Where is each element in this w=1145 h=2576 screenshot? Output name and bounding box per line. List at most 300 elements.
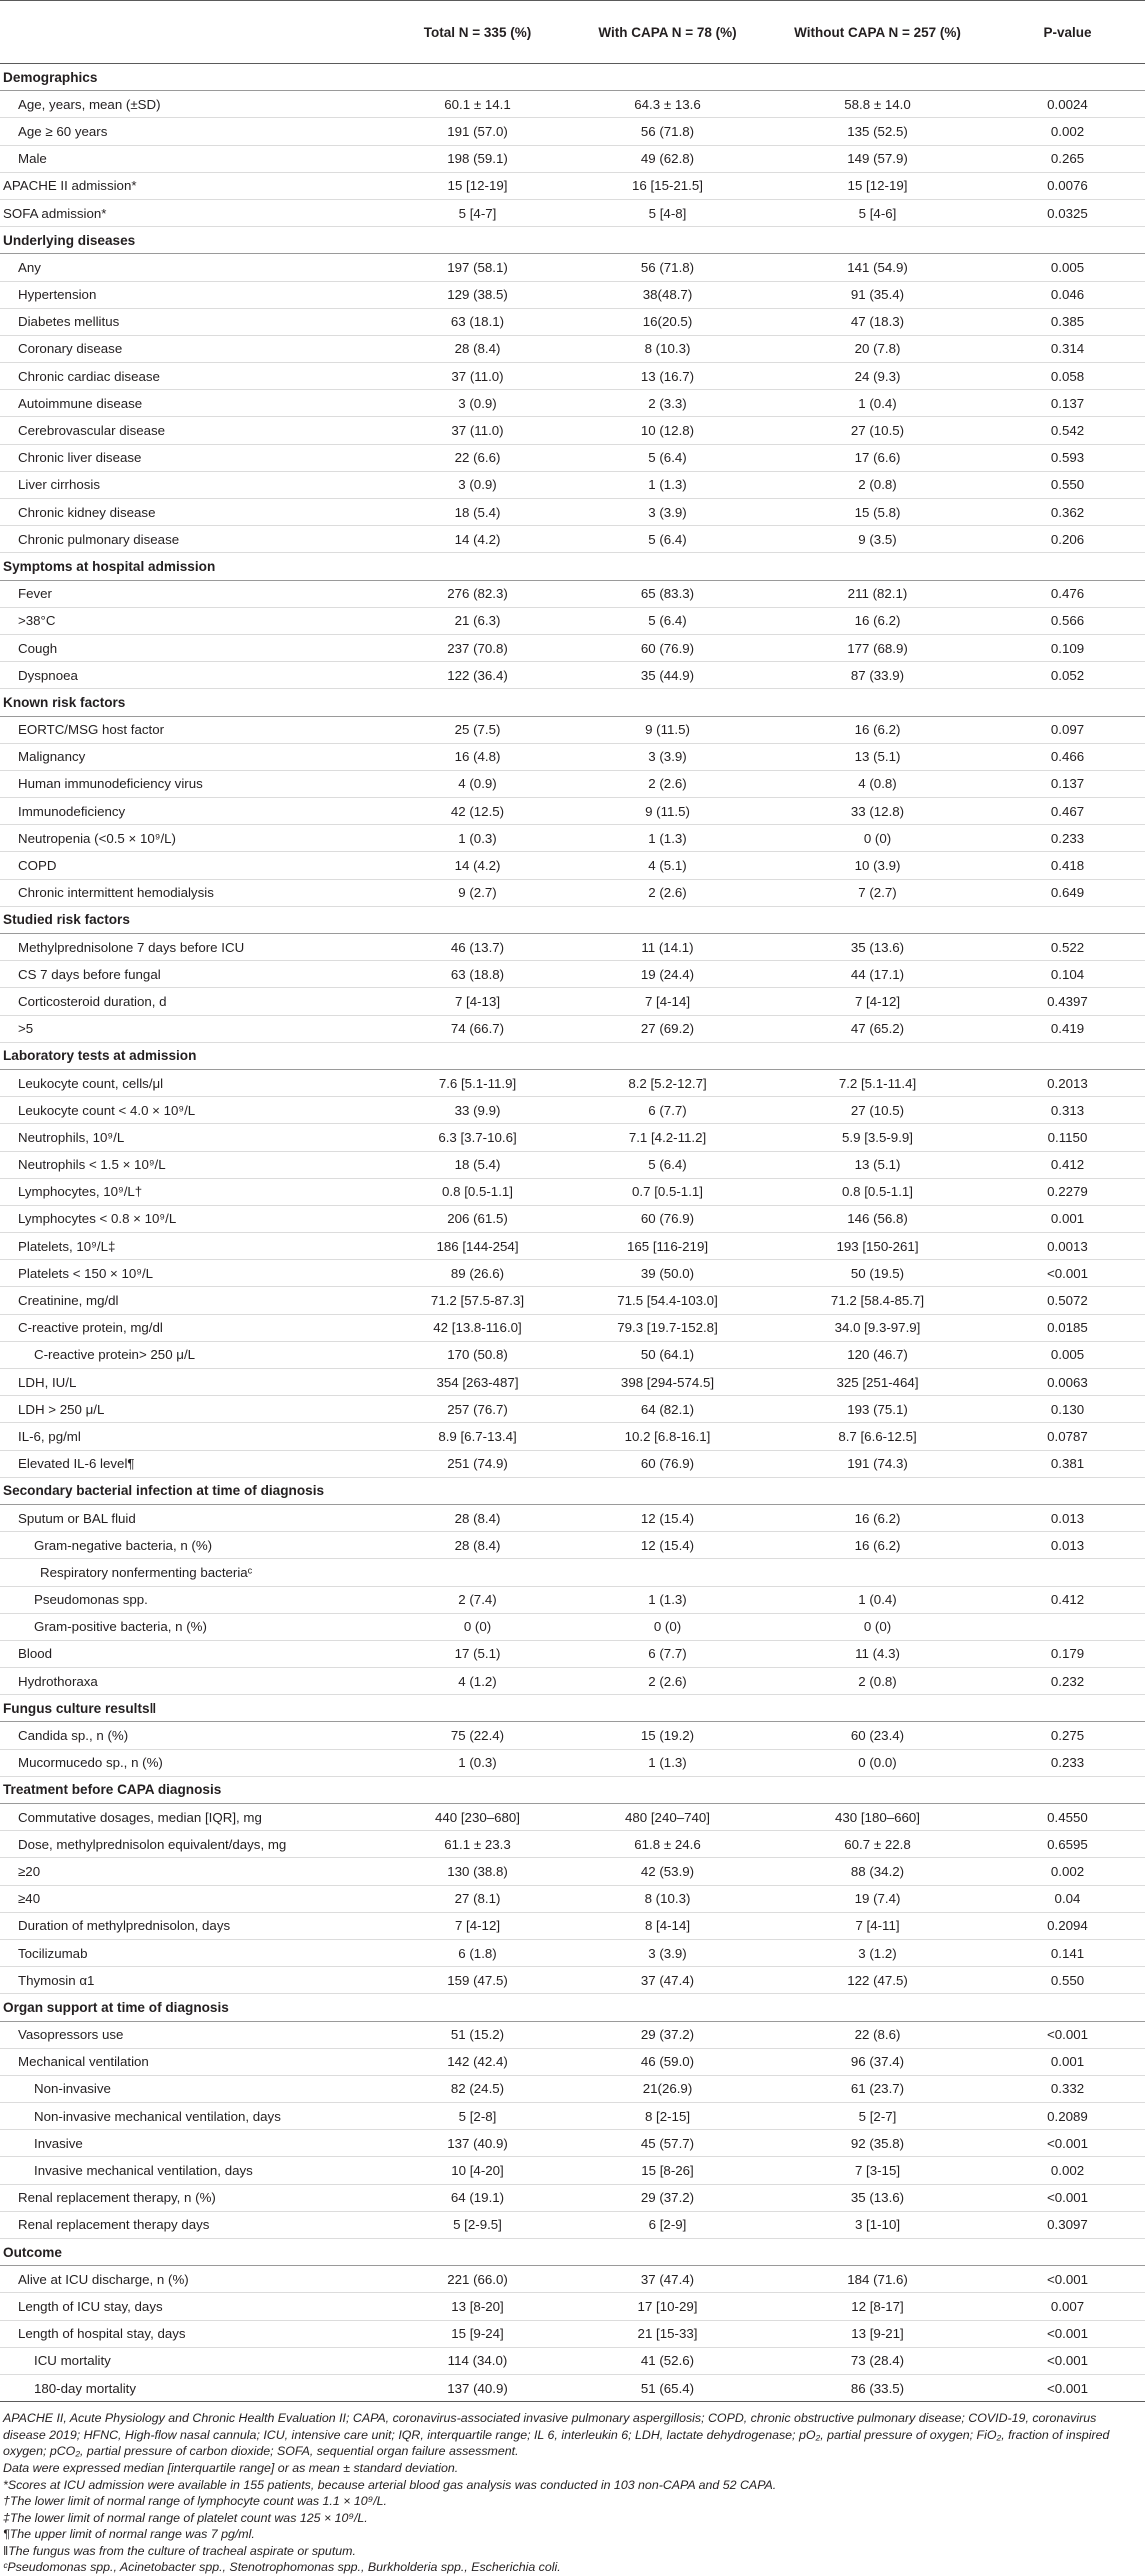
row-label: Fever [0, 580, 385, 607]
row-label: Platelets < 150 × 10⁹/L [0, 1260, 385, 1287]
cell-p-value: 0.141 [990, 1939, 1145, 1966]
row-label: Gram-positive bacteria, n (%) [0, 1613, 385, 1640]
cell-p-value: 0.0787 [990, 1423, 1145, 1450]
cell-total: 0.8 [0.5-1.1] [385, 1178, 570, 1205]
footnote: *Scores at ICU admission were available in 155 patients, because arterial blood gas analysis was conducted in 103 non-CAPA and 52 CAPA. [3, 2477, 777, 2492]
cell-p-value: 0.467 [990, 798, 1145, 825]
row-label: SOFA admission* [0, 199, 385, 226]
section-header-row [0, 2239, 1145, 2266]
cell-total: 46 (13.7) [385, 934, 570, 961]
table-row [0, 852, 1145, 879]
row-label: ≥40 [0, 1885, 385, 1912]
cell-with-capa: 8 (10.3) [570, 335, 765, 362]
cell-p-value: 0.001 [990, 2048, 1145, 2075]
section-header-row [0, 1994, 1145, 2021]
cell-with-capa: 79.3 [19.7-152.8] [570, 1314, 765, 1341]
cell-total: 3 (0.9) [385, 471, 570, 498]
table-row [0, 1722, 1145, 1749]
cell-p-value: 0.418 [990, 852, 1145, 879]
cell-p-value: 0.233 [990, 1749, 1145, 1776]
cell-without-capa: 12 [8-17] [765, 2293, 990, 2320]
cell-p-value: 0.137 [990, 390, 1145, 417]
table-row [0, 1341, 1145, 1368]
table-row [0, 2374, 1145, 2401]
cell-with-capa: 5 (6.4) [570, 1151, 765, 1178]
cell-p-value: 0.233 [990, 825, 1145, 852]
cell-total: 8.9 [6.7-13.4] [385, 1423, 570, 1450]
cell-p-value: 0.275 [990, 1722, 1145, 1749]
cell-with-capa: 17 [10-29] [570, 2293, 765, 2320]
section-header-row [0, 64, 1145, 91]
cell-p-value: 0.130 [990, 1396, 1145, 1423]
cell-with-capa: 6 (7.7) [570, 1640, 765, 1667]
cell-total: 237 (70.8) [385, 634, 570, 661]
cell-without-capa: 193 [150-261] [765, 1233, 990, 1260]
cell-total: 14 (4.2) [385, 852, 570, 879]
cell-with-capa: 10.2 [6.8-16.1] [570, 1423, 765, 1450]
table-row [0, 526, 1145, 553]
cell-with-capa: 51 (65.4) [570, 2374, 765, 2401]
cell-total: 27 (8.1) [385, 1885, 570, 1912]
table-row [0, 499, 1145, 526]
cell-with-capa: 42 (53.9) [570, 1858, 765, 1885]
cell-without-capa: 7.2 [5.1-11.4] [765, 1069, 990, 1096]
cell-with-capa: 16 [15-21.5] [570, 172, 765, 199]
section-header-row [0, 1042, 1145, 1069]
cell-total: 25 (7.5) [385, 716, 570, 743]
table-row [0, 934, 1145, 961]
section-title: Organ support at time of diagnosis [0, 1994, 1145, 2021]
table-row [0, 254, 1145, 281]
cell-p-value: 0.332 [990, 2075, 1145, 2102]
cell-without-capa: 61 (23.7) [765, 2075, 990, 2102]
row-label: Respiratory nonfermenting bacteriaᶜ [0, 1559, 385, 1586]
row-label: Chronic kidney disease [0, 499, 385, 526]
table-row [0, 1205, 1145, 1232]
cell-with-capa: 7.1 [4.2-11.2] [570, 1124, 765, 1151]
cell-total: 257 (76.7) [385, 1396, 570, 1423]
row-label: Invasive [0, 2130, 385, 2157]
row-label: LDH, IU/L [0, 1369, 385, 1396]
cell-total: 22 (6.6) [385, 444, 570, 471]
cell-total: 61.1 ± 23.3 [385, 1831, 570, 1858]
section-title: Symptoms at hospital admission [0, 553, 1145, 580]
cell-without-capa: 60 (23.4) [765, 1722, 990, 1749]
cell-with-capa: 8.2 [5.2-12.7] [570, 1069, 765, 1096]
table-row [0, 1504, 1145, 1531]
table-row [0, 2075, 1145, 2102]
row-label: Length of ICU stay, days [0, 2293, 385, 2320]
cell-total: 4 (1.2) [385, 1668, 570, 1695]
cell-without-capa: 5 [4-6] [765, 199, 990, 226]
row-label: Non-invasive [0, 2075, 385, 2102]
cell-total: 197 (58.1) [385, 254, 570, 281]
cell-with-capa: 3 (3.9) [570, 1939, 765, 1966]
table-row [0, 145, 1145, 172]
cell-with-capa: 0 (0) [570, 1613, 765, 1640]
cell-total: 114 (34.0) [385, 2347, 570, 2374]
cell-with-capa: 5 (6.4) [570, 607, 765, 634]
table-row [0, 172, 1145, 199]
cell-without-capa: 5.9 [3.5-9.9] [765, 1124, 990, 1151]
cell-without-capa: 184 (71.6) [765, 2266, 990, 2293]
cell-without-capa: 211 (82.1) [765, 580, 990, 607]
cell-with-capa: 3 (3.9) [570, 499, 765, 526]
cell-with-capa: 9 (11.5) [570, 798, 765, 825]
row-label: Malignancy [0, 743, 385, 770]
cell-total: 206 (61.5) [385, 1205, 570, 1232]
table-row [0, 1233, 1145, 1260]
cell-total: 33 (9.9) [385, 1097, 570, 1124]
cell-without-capa: 0.8 [0.5-1.1] [765, 1178, 990, 1205]
cell-without-capa [765, 1559, 990, 1586]
table-row [0, 1668, 1145, 1695]
cell-with-capa: 12 (15.4) [570, 1504, 765, 1531]
row-label: Chronic intermittent hemodialysis [0, 879, 385, 906]
cell-without-capa: 191 (74.3) [765, 1450, 990, 1477]
cell-without-capa: 58.8 ± 14.0 [765, 91, 990, 118]
cell-total: 440 [230–680] [385, 1804, 570, 1831]
cell-total: 122 (36.4) [385, 662, 570, 689]
cell-with-capa: 27 (69.2) [570, 1015, 765, 1042]
section-title: Studied risk factors [0, 906, 1145, 933]
row-label: Non-invasive mechanical ventilation, days [0, 2103, 385, 2130]
table-row [0, 1260, 1145, 1287]
cell-with-capa: 64 (82.1) [570, 1396, 765, 1423]
cell-total: 4 (0.9) [385, 770, 570, 797]
cell-without-capa: 10 (3.9) [765, 852, 990, 879]
cell-p-value: 0.412 [990, 1151, 1145, 1178]
table-row [0, 335, 1145, 362]
table-row [0, 390, 1145, 417]
cell-without-capa: 1 (0.4) [765, 390, 990, 417]
row-label: Alive at ICU discharge, n (%) [0, 2266, 385, 2293]
section-header-row [0, 906, 1145, 933]
cell-total: 130 (38.8) [385, 1858, 570, 1885]
cell-without-capa: 16 (6.2) [765, 1504, 990, 1531]
cell-with-capa: 2 (2.6) [570, 770, 765, 797]
row-label: Any [0, 254, 385, 281]
cell-with-capa: 60 (76.9) [570, 1205, 765, 1232]
table-row [0, 1314, 1145, 1341]
cell-total: 276 (82.3) [385, 580, 570, 607]
table-row [0, 825, 1145, 852]
table-row [0, 2293, 1145, 2320]
cell-p-value: 0.005 [990, 254, 1145, 281]
table-row [0, 1396, 1145, 1423]
section-header-row [0, 689, 1145, 716]
row-label: Coronary disease [0, 335, 385, 362]
cell-without-capa: 2 (0.8) [765, 471, 990, 498]
cell-without-capa: 13 (5.1) [765, 1151, 990, 1178]
row-label: >5 [0, 1015, 385, 1042]
row-label: Creatinine, mg/dl [0, 1287, 385, 1314]
row-label: Duration of methylprednisolon, days [0, 1912, 385, 1939]
cell-p-value: 0.2094 [990, 1912, 1145, 1939]
cell-without-capa: 24 (9.3) [765, 363, 990, 390]
table-row [0, 2103, 1145, 2130]
cell-total: 75 (22.4) [385, 1722, 570, 1749]
cell-without-capa: 13 [9-21] [765, 2320, 990, 2347]
cell-without-capa: 15 (5.8) [765, 499, 990, 526]
cell-total: 7 [4-12] [385, 1912, 570, 1939]
cell-p-value: 0.385 [990, 308, 1145, 335]
cell-with-capa: 2 (2.6) [570, 1668, 765, 1695]
table-row [0, 363, 1145, 390]
cell-with-capa: 60 (76.9) [570, 1450, 765, 1477]
cell-p-value: 0.0063 [990, 1369, 1145, 1396]
table-row [0, 1151, 1145, 1178]
cell-total: 28 (8.4) [385, 1504, 570, 1531]
table-row [0, 1124, 1145, 1151]
table-row [0, 2211, 1145, 2238]
table-row [0, 1912, 1145, 1939]
table-row [0, 118, 1145, 145]
cell-total: 63 (18.1) [385, 308, 570, 335]
section-title: Laboratory tests at admission [0, 1042, 1145, 1069]
cell-without-capa: 60.7 ± 22.8 [765, 1831, 990, 1858]
cell-without-capa: 9 (3.5) [765, 526, 990, 553]
cell-without-capa: 1 (0.4) [765, 1586, 990, 1613]
table-row [0, 1613, 1145, 1640]
cell-total: 10 [4-20] [385, 2157, 570, 2184]
cell-with-capa: 1 (1.3) [570, 1586, 765, 1613]
cell-p-value: 0.232 [990, 1668, 1145, 1695]
row-label: Cerebrovascular disease [0, 417, 385, 444]
table-row [0, 988, 1145, 1015]
cell-p-value: 0.109 [990, 634, 1145, 661]
table-row [0, 634, 1145, 661]
cell-total: 16 (4.8) [385, 743, 570, 770]
cell-p-value: 0.5072 [990, 1287, 1145, 1314]
footnote: ᶜPseudomonas spp., Acinetobacter spp., Stenotrophomonas spp., Burkholderia spp., Escherichia coli. [3, 2560, 561, 2575]
cell-total: 9 (2.7) [385, 879, 570, 906]
cell-total: 5 [2-8] [385, 2103, 570, 2130]
cell-p-value: 0.381 [990, 1450, 1145, 1477]
table-row [0, 1015, 1145, 1042]
table-row [0, 798, 1145, 825]
cell-with-capa: 398 [294-574.5] [570, 1369, 765, 1396]
row-label: Mechanical ventilation [0, 2048, 385, 2075]
cell-without-capa: 19 (7.4) [765, 1885, 990, 1912]
cell-p-value: 0.002 [990, 118, 1145, 145]
table-row [0, 1532, 1145, 1559]
table-row [0, 2184, 1145, 2211]
row-label: Immunodeficiency [0, 798, 385, 825]
cell-without-capa: 3 (1.2) [765, 1939, 990, 1966]
cell-without-capa: 35 (13.6) [765, 2184, 990, 2211]
row-label: Human immunodeficiency virus [0, 770, 385, 797]
section-header-row [0, 1695, 1145, 1722]
cell-p-value: 0.2089 [990, 2103, 1145, 2130]
row-label: Tocilizumab [0, 1939, 385, 1966]
cell-total: 42 [13.8-116.0] [385, 1314, 570, 1341]
cell-total: 6 (1.8) [385, 1939, 570, 1966]
cell-without-capa: 177 (68.9) [765, 634, 990, 661]
cell-without-capa: 120 (46.7) [765, 1341, 990, 1368]
row-label: Lymphocytes < 0.8 × 10⁹/L [0, 1205, 385, 1232]
cell-p-value: <0.001 [990, 2266, 1145, 2293]
cell-with-capa: 3 (3.9) [570, 743, 765, 770]
cell-p-value: <0.001 [990, 2320, 1145, 2347]
cell-total: 0 (0) [385, 1613, 570, 1640]
row-label: LDH > 250 μ/L [0, 1396, 385, 1423]
table-row [0, 1885, 1145, 1912]
footnote: ¶The upper limit of normal range was 7 pg/ml. [3, 2527, 255, 2542]
table-row [0, 1939, 1145, 1966]
cell-with-capa: 5 (6.4) [570, 526, 765, 553]
cell-without-capa: 4 (0.8) [765, 770, 990, 797]
section-title: Secondary bacterial infection at time of diagnosis [0, 1477, 1145, 1504]
row-label: ≥20 [0, 1858, 385, 1885]
cell-p-value: 0.4550 [990, 1804, 1145, 1831]
header-p-value: P-value [990, 1, 1145, 64]
table-row [0, 1586, 1145, 1613]
table-row [0, 1287, 1145, 1314]
cell-with-capa: 61.8 ± 24.6 [570, 1831, 765, 1858]
cell-total: 64 (19.1) [385, 2184, 570, 2211]
cell-without-capa: 50 (19.5) [765, 1260, 990, 1287]
cell-total: 186 [144-254] [385, 1233, 570, 1260]
table-row [0, 2048, 1145, 2075]
cell-with-capa: 56 (71.8) [570, 254, 765, 281]
cell-p-value: 0.4397 [990, 988, 1145, 1015]
table-row [0, 770, 1145, 797]
cell-p-value: 0.476 [990, 580, 1145, 607]
cell-p-value: 0.466 [990, 743, 1145, 770]
cell-p-value: 0.522 [990, 934, 1145, 961]
row-label: Platelets, 10⁹/L‡ [0, 1233, 385, 1260]
cell-p-value: 0.058 [990, 363, 1145, 390]
cell-with-capa: 5 [4-8] [570, 199, 765, 226]
cell-with-capa: 37 (47.4) [570, 1967, 765, 1994]
cell-without-capa: 7 [3-15] [765, 2157, 990, 2184]
footnote: APACHE II, Acute Physiology and Chronic Health Evaluation II; CAPA, coronavirus-associated invasive pulmonary aspergillosis; COPD, chronic obstructive pulmonary disease; COVID-19, coronavirus disease 2019; HFNC, High-flow nasal cannula; ICU, intensive care unit; IQR, interquartile range; IL 6, interleukin 6; LDH, lactate dehydrogenase; pO₂, partial pressure of oxygen; FiO₂, fraction of inspired oxygen; pCO₂, partial pressure of carbon dioxide; SOFA, sequential organ failure assessment. [3, 2411, 1110, 2459]
row-label: Corticosteroid duration, d [0, 988, 385, 1015]
cell-with-capa: 1 (1.3) [570, 825, 765, 852]
table-row [0, 2021, 1145, 2048]
cell-total: 1 (0.3) [385, 1749, 570, 1776]
row-label: Age ≥ 60 years [0, 118, 385, 145]
table-footnotes [0, 2402, 1145, 2576]
cell-total: 71.2 [57.5-87.3] [385, 1287, 570, 1314]
cell-total: 191 (57.0) [385, 118, 570, 145]
cell-p-value: 0.566 [990, 607, 1145, 634]
cell-without-capa: 47 (18.3) [765, 308, 990, 335]
section-header-row [0, 1776, 1145, 1803]
table-row [0, 1559, 1145, 1586]
cell-with-capa: 4 (5.1) [570, 852, 765, 879]
cell-p-value: 0.1150 [990, 1124, 1145, 1151]
cell-with-capa: 29 (37.2) [570, 2184, 765, 2211]
cell-p-value: 0.206 [990, 526, 1145, 553]
cell-without-capa: 96 (37.4) [765, 2048, 990, 2075]
cell-total: 354 [263-487] [385, 1369, 570, 1396]
table-row [0, 199, 1145, 226]
row-label: Candida sp., n (%) [0, 1722, 385, 1749]
cell-without-capa: 35 (13.6) [765, 934, 990, 961]
row-label: Autoimmune disease [0, 390, 385, 417]
cell-without-capa: 141 (54.9) [765, 254, 990, 281]
cell-with-capa: 39 (50.0) [570, 1260, 765, 1287]
cell-with-capa: 1 (1.3) [570, 471, 765, 498]
cell-without-capa: 44 (17.1) [765, 961, 990, 988]
row-label: Gram-negative bacteria, n (%) [0, 1532, 385, 1559]
row-label: CS 7 days before fungal [0, 961, 385, 988]
section-title: Known risk factors [0, 689, 1145, 716]
cell-total: 18 (5.4) [385, 1151, 570, 1178]
row-label: Lymphocytes, 10⁹/L† [0, 1178, 385, 1205]
cell-p-value: 0.013 [990, 1532, 1145, 1559]
cell-with-capa: 2 (2.6) [570, 879, 765, 906]
header-with-capa: With CAPA N = 78 (%) [570, 1, 765, 64]
section-header-row [0, 553, 1145, 580]
cell-p-value: <0.001 [990, 1260, 1145, 1287]
cell-with-capa: 11 (14.1) [570, 934, 765, 961]
cell-p-value: 0.0325 [990, 199, 1145, 226]
cell-without-capa: 7 [4-12] [765, 988, 990, 1015]
cell-without-capa: 7 (2.7) [765, 879, 990, 906]
cell-with-capa: 9 (11.5) [570, 716, 765, 743]
header-total: Total N = 335 (%) [385, 1, 570, 64]
cell-p-value: 0.550 [990, 1967, 1145, 1994]
row-label: Chronic liver disease [0, 444, 385, 471]
cell-with-capa: 46 (59.0) [570, 2048, 765, 2075]
header-without-capa: Without CAPA N = 257 (%) [765, 1, 990, 64]
table-row [0, 1069, 1145, 1096]
row-label: Diabetes mellitus [0, 308, 385, 335]
table-row [0, 308, 1145, 335]
row-label: IL-6, pg/ml [0, 1423, 385, 1450]
row-label: Pseudomonas spp. [0, 1586, 385, 1613]
cell-total: 74 (66.7) [385, 1015, 570, 1042]
cell-p-value: 0.013 [990, 1504, 1145, 1531]
cell-p-value: 0.002 [990, 2157, 1145, 2184]
cell-without-capa: 5 [2-7] [765, 2103, 990, 2130]
table-row [0, 716, 1145, 743]
table-row [0, 2320, 1145, 2347]
cell-with-capa: 480 [240–740] [570, 1804, 765, 1831]
cell-without-capa: 47 (65.2) [765, 1015, 990, 1042]
cell-with-capa: 165 [116-219] [570, 1233, 765, 1260]
cell-without-capa: 146 (56.8) [765, 1205, 990, 1232]
cell-without-capa: 71.2 [58.4-85.7] [765, 1287, 990, 1314]
cell-with-capa: 65 (83.3) [570, 580, 765, 607]
cell-total: 7 [4-13] [385, 988, 570, 1015]
table-row [0, 1097, 1145, 1124]
table-row [0, 2266, 1145, 2293]
section-header-row [0, 227, 1145, 254]
row-label: COPD [0, 852, 385, 879]
cell-without-capa: 16 (6.2) [765, 607, 990, 634]
row-label: Neutropenia (<0.5 × 10⁹/L) [0, 825, 385, 852]
cell-with-capa: 15 [8-26] [570, 2157, 765, 2184]
row-label: EORTC/MSG host factor [0, 716, 385, 743]
cell-total: 21 (6.3) [385, 607, 570, 634]
cell-with-capa: 6 (7.7) [570, 1097, 765, 1124]
cell-with-capa: 49 (62.8) [570, 145, 765, 172]
cell-with-capa: 60 (76.9) [570, 634, 765, 661]
row-label: Mucormucedo sp., n (%) [0, 1749, 385, 1776]
cell-total: 60.1 ± 14.1 [385, 91, 570, 118]
cell-total: 14 (4.2) [385, 526, 570, 553]
cell-p-value: 0.313 [990, 1097, 1145, 1124]
cell-without-capa: 13 (5.1) [765, 743, 990, 770]
cell-with-capa: 38(48.7) [570, 281, 765, 308]
cell-p-value: <0.001 [990, 2130, 1145, 2157]
cell-p-value [990, 1559, 1145, 1586]
cell-p-value: 0.265 [990, 145, 1145, 172]
